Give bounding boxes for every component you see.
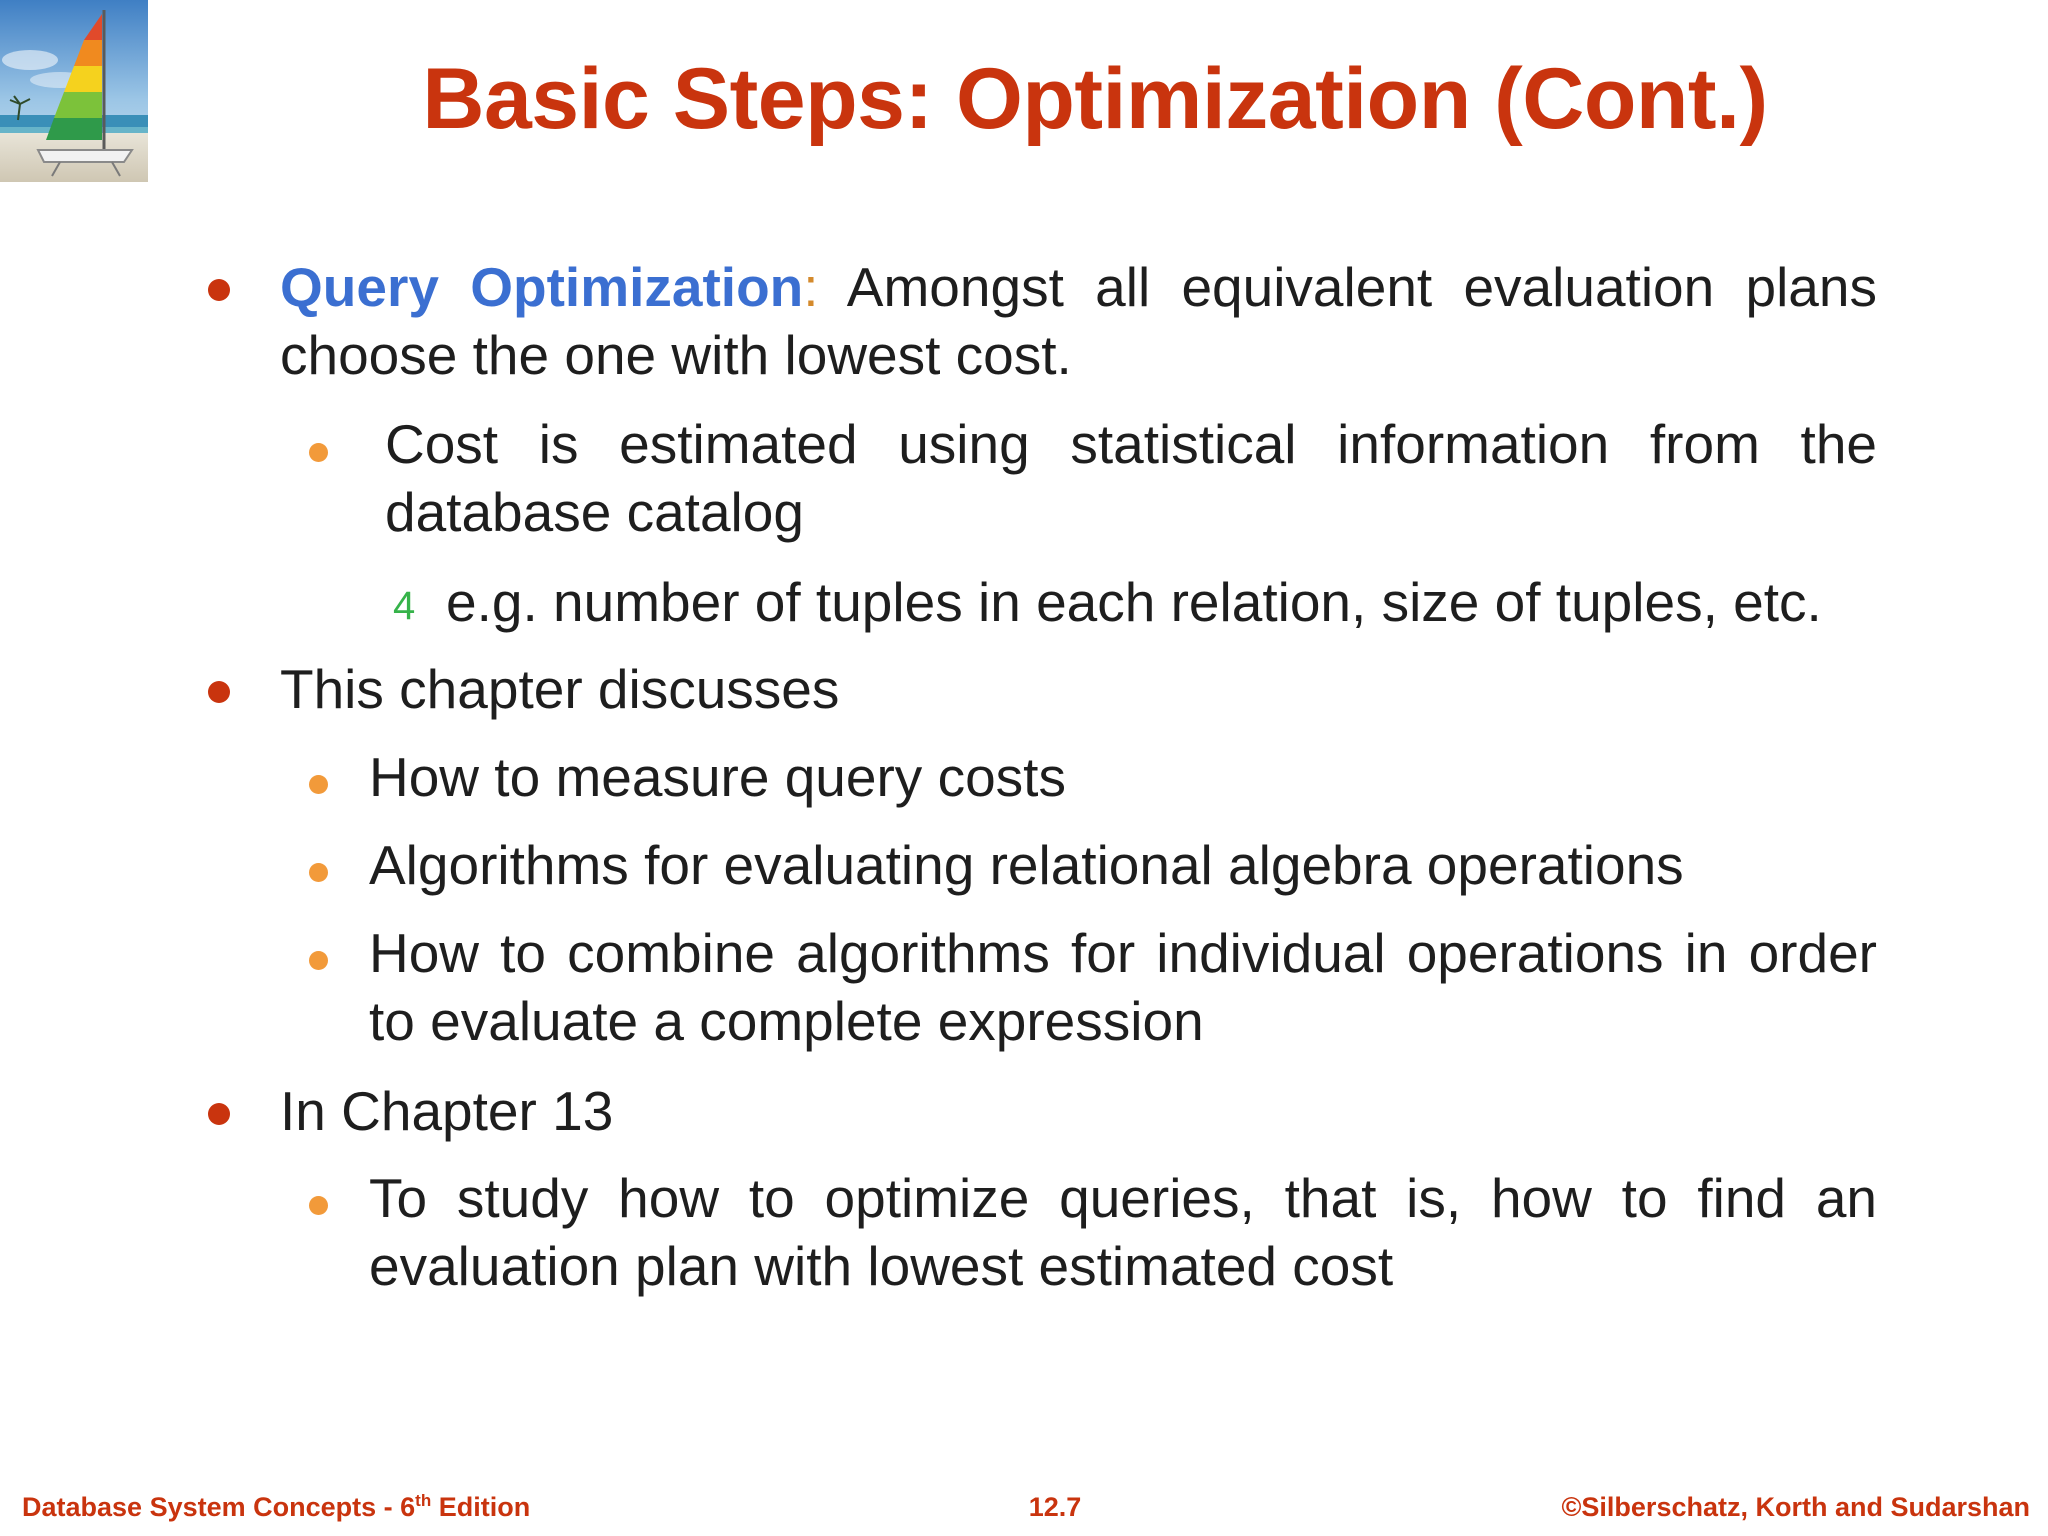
slide-title: Basic Steps: Optimization (Cont.) <box>422 51 1768 147</box>
circle-bullet-icon <box>208 1103 230 1125</box>
footer-book-title-cont: Edition <box>431 1492 531 1522</box>
bullet-chapter-discusses <box>280 655 1877 723</box>
sub-bullet-combine-algorithms <box>369 919 1877 1055</box>
sub-bullet-cost-estimated <box>385 410 1877 546</box>
sub-bullet-text: How to measure query costs <box>369 746 1066 808</box>
bullet-query-optimization <box>280 253 1877 389</box>
footer-book-title <box>22 1490 530 1524</box>
sub-bullet-text: To study how to optimize queries, that is, how to find an evaluation plan with lowest estimated cost <box>369 1167 1877 1297</box>
small-circle-bullet-icon <box>309 443 328 462</box>
query-optimization-term: Query Optimization <box>280 256 804 318</box>
bullet-text: This chapter discusses <box>280 658 840 720</box>
sub-bullet-measure-costs <box>369 743 1877 811</box>
circle-bullet-icon <box>208 681 230 703</box>
sub-bullet-text: Algorithms for evaluating relational algebra operations <box>369 834 1684 896</box>
footer-page-number: 12.7 <box>1028 1492 1082 1522</box>
term-colon: : <box>803 256 819 318</box>
sub-bullet-study-optimize <box>369 1164 1877 1300</box>
small-circle-bullet-icon <box>309 775 328 794</box>
sub-sub-bullet-text: e.g. number of tuples in each relation, size of tuples, etc. <box>446 571 1822 633</box>
circle-bullet-icon <box>208 279 230 301</box>
sub-bullet-text: Cost is estimated using statistical information from the database catalog <box>385 413 1877 543</box>
footer-book-title-text: Database System Concepts - 6 <box>22 1492 416 1522</box>
sailboat-logo-icon <box>0 0 148 182</box>
footer-copyright: ©Silberschatz, Korth and Sudarshan <box>1561 1492 2030 1522</box>
bullet-text: In Chapter 13 <box>280 1080 614 1142</box>
bullet-text: Amongst all equivalent evaluation plans choose the one with lowest cost. <box>280 256 1877 386</box>
small-circle-bullet-icon <box>309 863 328 882</box>
bullet-chapter-13 <box>280 1077 1877 1145</box>
small-circle-bullet-icon <box>309 951 328 970</box>
sub-bullet-text: How to combine algorithms for individual operations in order to evaluate a complete expression <box>369 922 1877 1052</box>
sub-bullet-algorithms <box>369 831 1877 899</box>
small-circle-bullet-icon <box>309 1196 328 1215</box>
sub-sub-bullet-example <box>446 568 1896 636</box>
footer-superscript: th <box>415 1491 432 1510</box>
arrow-bullet-icon: 4 <box>393 584 416 628</box>
